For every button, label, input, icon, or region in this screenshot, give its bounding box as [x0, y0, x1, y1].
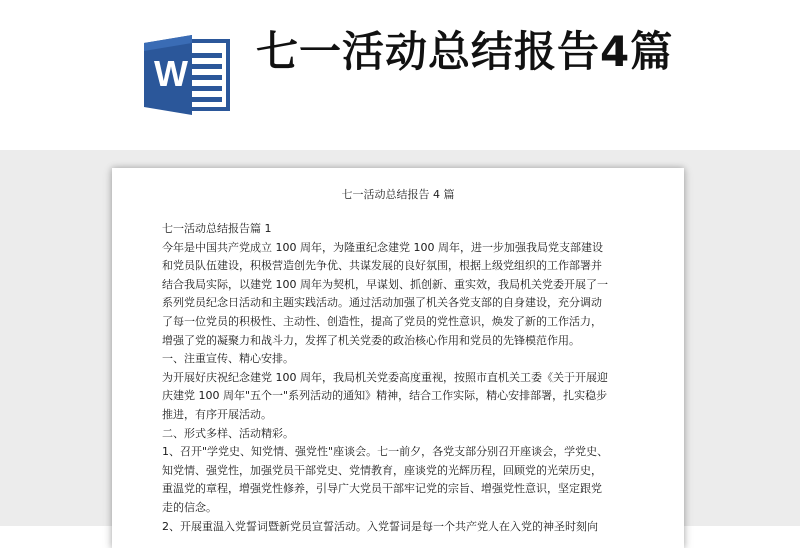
document-line: 结合我局实际，以建党 100 周年为契机，早谋划、抓创新、重实效，我局机关党委开展了一	[162, 277, 608, 291]
document-line: 2、开展重温入党誓词暨新党员宣誓活动。入党誓词是每一个共产党人在入党的神圣时刻向	[162, 519, 598, 533]
document-page	[112, 168, 684, 548]
document-line: 走的信念。	[162, 500, 217, 514]
document-line: 今年是中国共产党成立 100 周年，为隆重纪念建党 100 周年，进一步加强我局党支部建设	[162, 240, 603, 254]
document-line: 一、注重宣传、精心安排。	[162, 352, 294, 366]
word-icon-letter: W	[154, 53, 188, 94]
document-line: 庆建党 100 周年"五个一"系列活动的通知》精神，结合工作实际，精心安排部署，扎实稳步	[162, 389, 608, 403]
document-line: 推进，有序开展活动。	[162, 407, 272, 421]
document-line: 重温党的章程，增强党性修养，引导广大党员干部牢记党的宗旨、增强党性意识，坚定跟党	[162, 482, 602, 496]
document-line: 和党员队伍建设，积极营造创先争优、共谋发展的良好氛围，根据上级党组织的工作部署并	[162, 259, 602, 273]
page-title: 七一活动总结报告4篇	[256, 27, 674, 76]
document-line: 为开展好庆祝纪念建党 100 周年，我局机关党委高度重视，按照市直机关工委《关于开展迎	[162, 370, 608, 384]
document-line: 七一活动总结报告篇 1	[162, 222, 272, 235]
document-line: 二、形式多样、活动精彩。	[162, 426, 294, 440]
document-heading: 七一活动总结报告 4 篇	[341, 188, 455, 201]
word-document-icon	[140, 33, 232, 117]
document-line: 1、召开"学党史、知党情、强党性"座谈会。七一前夕，各党支部分别召开座谈会，学党史、	[162, 445, 609, 459]
document-line: 了每一位党员的积极性、主动性、创造性，提高了党员的党性意识，焕发了新的工作活力，	[162, 314, 602, 328]
document-line: 知党情、强党性，加强党员干部党史、党情教育，座谈党的光辉历程，回顾党的光荣历史，	[162, 463, 602, 477]
document-body	[162, 220, 652, 536]
document-line: 增强了党的凝聚力和战斗力，发挥了机关党委的政治核心作用和党员的先锋模范作用。	[162, 333, 580, 347]
document-line: 系列党员纪念日活动和主题实践活动。通过活动加强了机关各党支部的自身建设，充分调动	[162, 296, 602, 310]
